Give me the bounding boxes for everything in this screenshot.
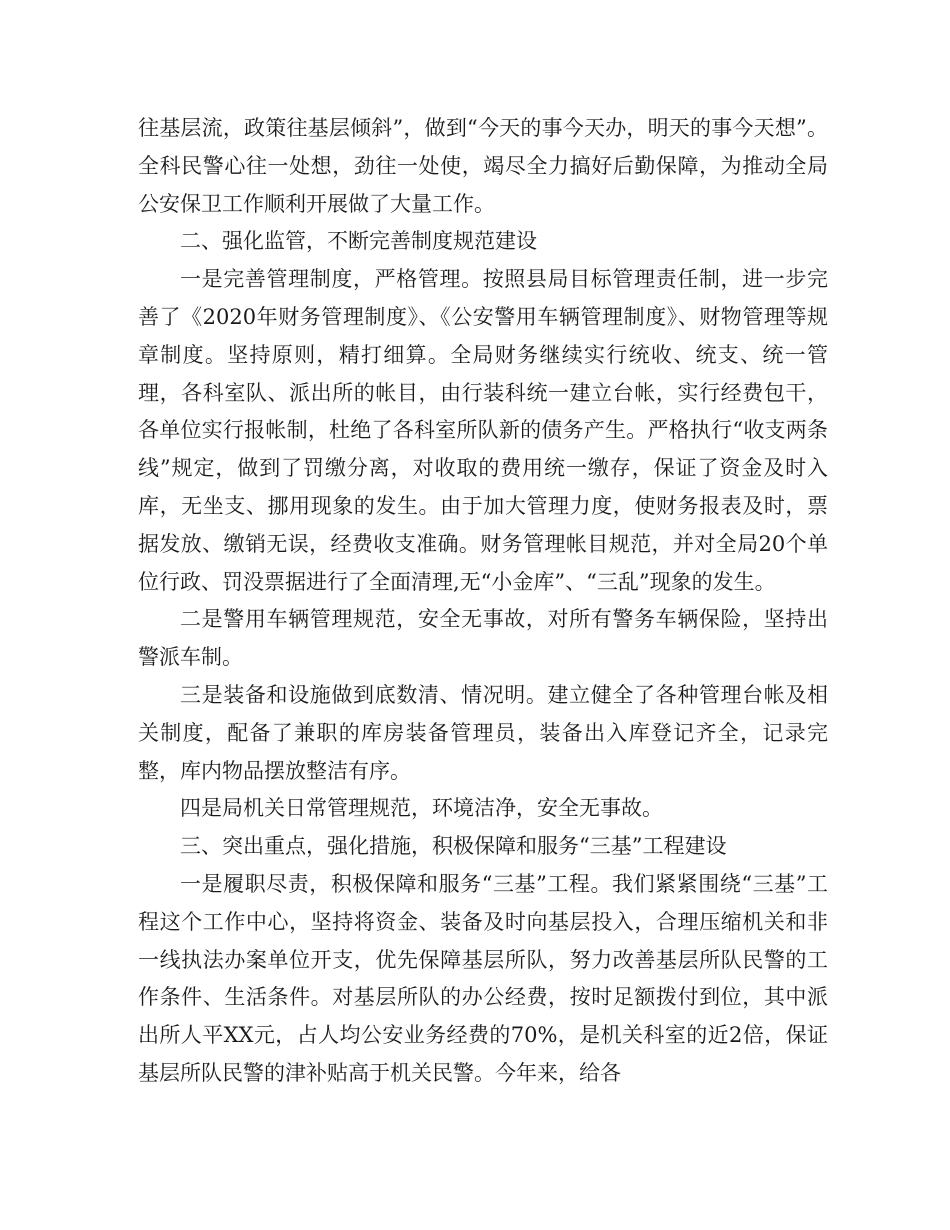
document-body — [138, 110, 828, 1093]
paragraph-three-basics: 一是履职尽责，积极保障和服务“三基”工程。我们紧紧围绕“三基”工程这个工作中心，坚持将资金、装备及时向基层投入，合理压缩机关和非一线执法办案单位开支，优先保障基层所队，努力改善基层所队民警的工作条件、生活条件。对基层所队的办公经费，按时足额拨付到位，其中派出所人平XX元，占人均公安业务经费的70%，是机关科室的近2倍，保证基层所队民警的津补贴高于机关民警。今年来，给各 — [138, 871, 828, 1085]
section-heading-3: 三、突出重点，强化措施，积极保障和服务“三基”工程建设 — [180, 834, 727, 859]
paragraph-vehicle-management: 二是警用车辆管理规范，安全无事故，对所有警务车辆保险，坚持出警派车制。 — [138, 607, 828, 670]
section-heading-2: 二、强化监管，不断完善制度规范建设 — [180, 229, 537, 254]
paragraph-equipment-facilities: 三是装备和设施做到底数清、情况明。建立健全了各种管理台帐及相关制度，配备了兼职的库房装备管理员，装备出入库登记齐全，记录完整，库内物品摆放整洁有序。 — [138, 682, 828, 783]
paragraph-continuation: 往基层流，政策往基层倾斜”，做到“今天的事今天办，明天的事今天想”。全科民警心往一处想，劲往一处使，竭尽全力搞好后勤保障，为推动全局公安保卫工作顺利开展做了大量工作。 — [138, 116, 828, 216]
paragraph-management-system: 一是完善管理制度，严格管理。按照县局目标管理责任制，进一步完善了《2020年财务管理制度》、《公安警用车辆管理制度》、财物管理等规章制度。坚持原则，精打细算。全局财务继续实行统收、统支、统一管理，各科室队、派出所的帐目，由行装科统一建立台帐，实行经费包干，各单位实行报帐制，杜绝了各科室所队新的债务产生。严格执行“收支两条线”规定，做到了罚缴分离，对收取的费用统一缴存，保证了资金及时入库，无坐支、挪用现象的发生。由于加大管理力度，使财务报表及时，票据发放、缴销无误，经费收支准确。财务管理帐目规范，并对全局20个单位行政、罚没票据进行了全面清理,无“小金库”、“三乱”现象的发生。 — [138, 267, 828, 594]
paragraph-office-management: 四是局机关日常管理规范，环境洁净，安全无事故。 — [180, 796, 663, 821]
